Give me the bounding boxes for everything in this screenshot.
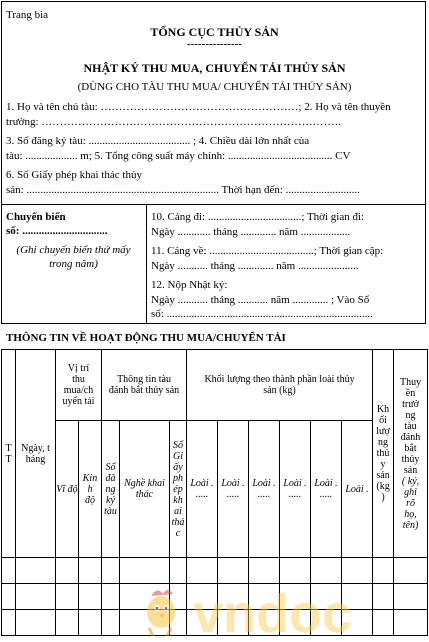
table-cell[interactable] — [56, 610, 79, 636]
table-cell[interactable] — [2, 558, 16, 584]
registration-field: 3. Số đăng ký tàu: ..................................... ; 4. Chiều dài lớn nhất của — [6, 135, 310, 147]
table-cell[interactable] — [2, 584, 16, 610]
table-cell[interactable] — [373, 558, 394, 584]
submission-label: 12. Nộp Nhật ký: — [151, 279, 228, 291]
header-species-5: Loài . ..... — [311, 421, 342, 558]
trip-note-1: (Ghi chuyến biển thứ mấy — [16, 244, 131, 256]
table-cell[interactable] — [120, 558, 170, 584]
length-power-field: tàu: ................... m; 5. Tổng công suất máy chính: ...................................... CV — [6, 150, 351, 162]
table-cell[interactable] — [56, 558, 79, 584]
header-license-no: Số Gi ấy ph ép kh ai thá c — [170, 421, 187, 558]
captain-note: ( ký, ghi rõ họ, tên) — [401, 475, 420, 531]
trip-number: số: ............................... — [6, 225, 108, 237]
table-cell[interactable] — [102, 558, 120, 584]
table-cell[interactable] — [56, 584, 79, 610]
org-rule: --------------- — [187, 38, 242, 50]
table-row — [2, 558, 428, 584]
document-subtitle: (DÙNG CHO TÀU THU MUA/ CHUYỂN TẢI THỦY SẢN) — [77, 81, 352, 93]
organization-name: TỔNG CỤC THỦY SẢN — [150, 25, 279, 39]
trip-label: Chuyến biển — [6, 211, 66, 223]
document-title: NHẬT KÝ THU MUA, CHUYỂN TẢI THỦY SẢN — [83, 61, 346, 75]
license-field: 6. Số Giấy phép khai thác thủy — [6, 169, 142, 181]
table-cell[interactable] — [218, 558, 249, 584]
table-cell[interactable] — [102, 610, 120, 636]
header-fishing-gear: Nghề khai thác — [120, 421, 170, 558]
header-captain-signature — [394, 350, 428, 558]
header-date: Ngày, t háng — [16, 350, 56, 558]
departure-date: Ngày ............ tháng ............. năm .................. — [151, 226, 351, 238]
watermark-text: vndoc — [193, 584, 353, 640]
vndoc-watermark — [135, 582, 425, 640]
table-cell[interactable] — [2, 610, 16, 636]
table-cell[interactable] — [342, 558, 373, 584]
departure-port: 10. Cảng đi: ..................................; Thời gian đi: — [151, 211, 365, 223]
header-registration-no: Số đă ng ký tàu — [102, 421, 120, 558]
arrival-date: Ngày ........... tháng ............. năm ...................... — [151, 260, 359, 272]
table-cell[interactable] — [394, 558, 428, 584]
table-cell[interactable] — [79, 610, 102, 636]
table-cell[interactable] — [280, 558, 311, 584]
owner-field: 1. Họ và tên chủ tàu: ………………………………………………; 2. Họ và tên thuyền — [6, 101, 391, 113]
captain-field: trưởng: ………………………………………………………………………. — [6, 116, 342, 128]
trip-note-2: trong năm) — [49, 258, 98, 270]
header-species-weight: Khối lượng theo thành phần loài thủy sản (kg) — [187, 350, 373, 421]
table-cell[interactable] — [16, 584, 56, 610]
captain-label: Thuy ền trưở ng tàu đánh bắt thủy sản — [399, 376, 422, 476]
header-total-weight: Kh ối lượ ng thủ y sản (kg ) — [373, 350, 394, 558]
table-cell[interactable] — [79, 584, 102, 610]
arrival-port: 11. Cảng về: ......................................; Thời gian cập: — [151, 245, 384, 257]
header-species-2: Loài . ..... — [218, 421, 249, 558]
header-longitude: Kin h độ — [79, 421, 102, 558]
header-species-3: Loài . ..... — [249, 421, 280, 558]
submission-date: Ngày ........... tháng ........... năm ............. ; Vào Sổ — [151, 294, 370, 306]
cover-label: Trang bìa — [6, 9, 49, 21]
header-species-1: Loài . ..... — [187, 421, 218, 558]
license-expiry-field: sản: ...................................................................... Thời hạn đến: ........................... — [6, 184, 360, 196]
table-cell[interactable] — [79, 558, 102, 584]
table-cell[interactable] — [16, 558, 56, 584]
table-cell[interactable] — [249, 558, 280, 584]
table-cell[interactable] — [16, 610, 56, 636]
header-vessel-info: Thông tin tàu đánh bắt thủy sản — [102, 350, 187, 421]
table-cell[interactable] — [187, 558, 218, 584]
header-species-6: Loài . — [342, 421, 373, 558]
header-tt: T T — [2, 350, 16, 558]
header-species-4: Loài . ..... — [280, 421, 311, 558]
table-cell[interactable] — [311, 558, 342, 584]
table-cell[interactable] — [102, 584, 120, 610]
trip-box-divider — [146, 204, 147, 324]
submission-book-number: số: ........................................................................... — [151, 308, 373, 320]
section-title: THÔNG TIN VỀ HOẠT ĐỘNG THU MUA/CHUYỂN TẢI — [6, 332, 286, 344]
header-latitude: Vĩ độ — [56, 421, 79, 558]
chicken-mascot-icon — [147, 590, 175, 636]
header-position: Vị trí thu mua/ch uyển tải — [56, 350, 102, 421]
table-cell[interactable] — [170, 558, 187, 584]
